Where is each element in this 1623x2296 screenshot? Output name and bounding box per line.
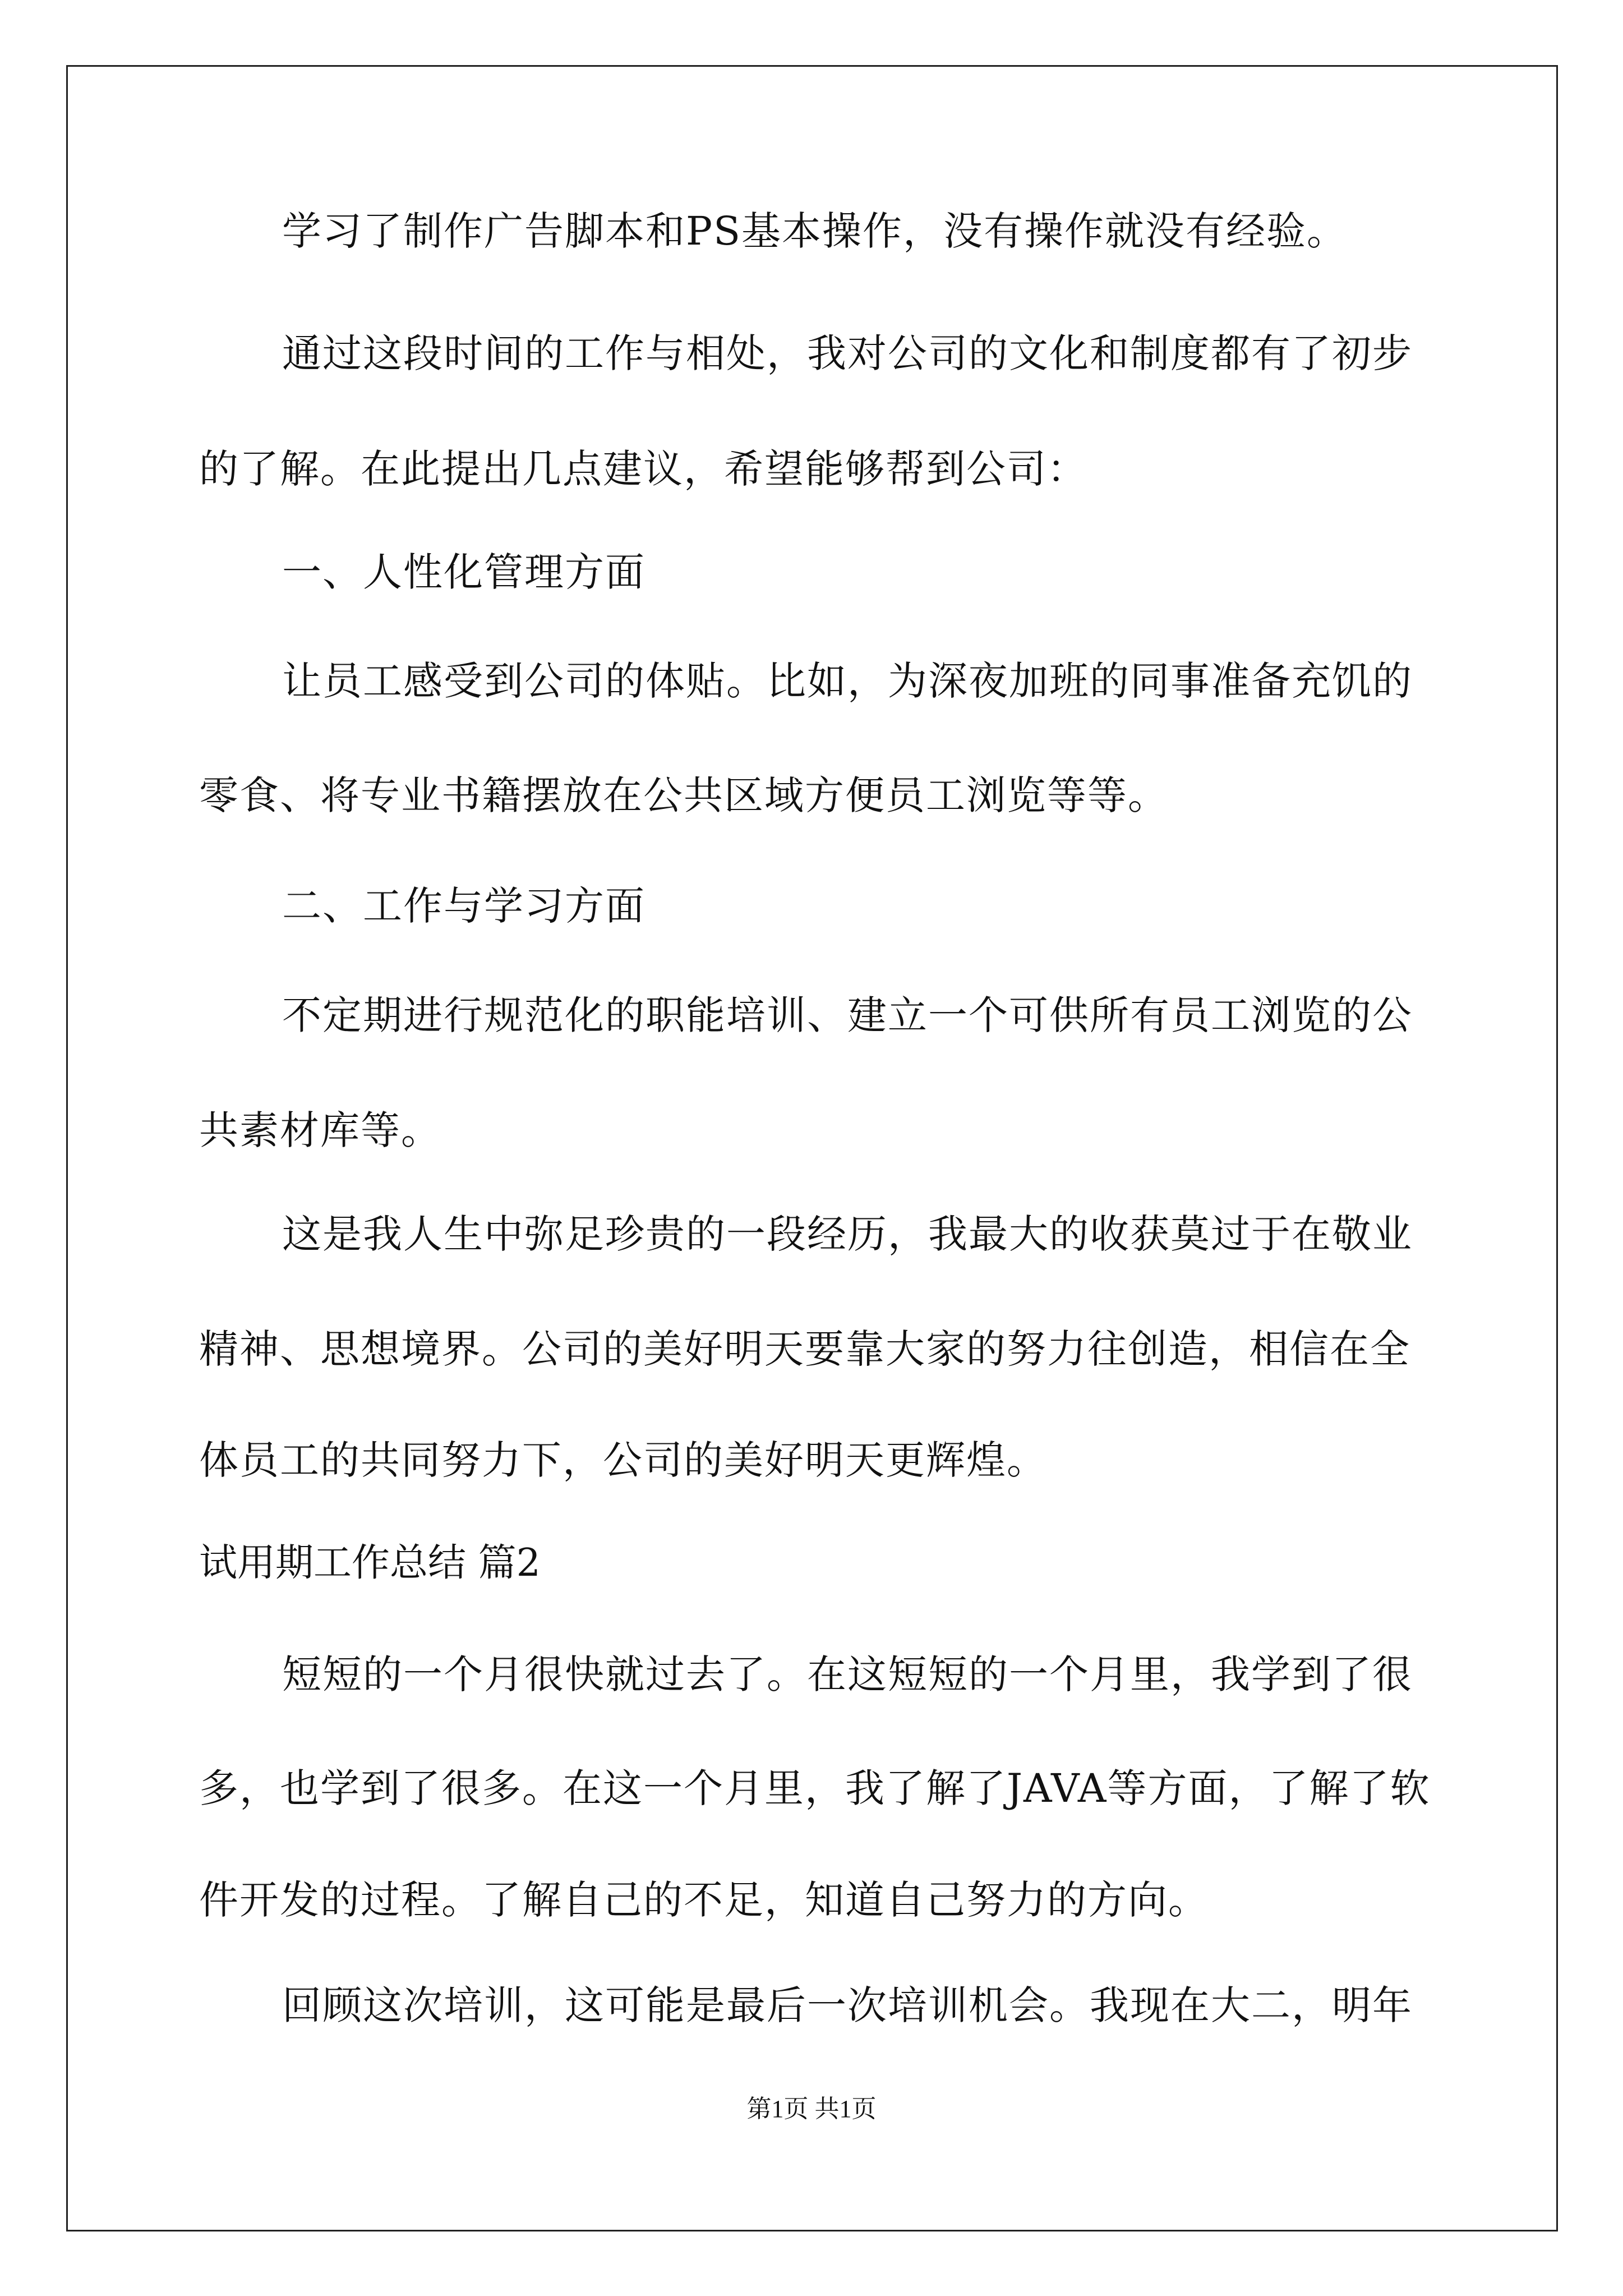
paragraph-line: 的了解。在此提出几点建议，希望能够帮到公司：	[199, 446, 1087, 492]
paragraph-line: 回顾这次培训，这可能是最后一次培训机会。我现在大二，明年	[282, 1982, 1413, 2028]
paragraph-line: 体员工的共同努力下，公司的美好明天更辉煌。	[199, 1437, 1047, 1483]
paragraph-line: 短短的一个月很快就过去了。在这短短的一个月里，我学到了很	[282, 1651, 1413, 1697]
paragraph-line: 共素材库等。	[199, 1107, 441, 1153]
paragraph-line: 精神、思想境界。公司的美好明天要靠大家的努力往创造，相信在全	[199, 1326, 1410, 1372]
article-title: 试用期工作总结 篇2	[199, 1541, 541, 1585]
paragraph-line: 这是我人生中弥足珍贵的一段经历，我最大的收获莫过于在敬业	[282, 1211, 1413, 1257]
page-number: 第1页 共1页	[746, 2095, 877, 2123]
section-heading: 二、工作与学习方面	[282, 883, 645, 929]
paragraph-line: 零食、将专业书籍摆放在公共区域方便员工浏览等等。	[199, 772, 1168, 818]
paragraph-line: 不定期进行规范化的职能培训、建立一个可供所有员工浏览的公	[282, 992, 1413, 1038]
paragraph-line: 件开发的过程。了解自己的不足，知道自己努力的方向。	[199, 1877, 1209, 1923]
paragraph-line: 通过这段时间的工作与相处，我对公司的文化和制度都有了初步	[282, 330, 1413, 376]
paragraph-line: 让员工感受到公司的体贴。比如，为深夜加班的同事准备充饥的	[282, 658, 1413, 704]
paragraph-line: 多，也学到了很多。在这一个月里，我了解了JAVA等方面，了解了软	[199, 1765, 1431, 1811]
paragraph-line: 学习了制作广告脚本和PS基本操作，没有操作就没有经验。	[282, 208, 1348, 254]
section-heading: 一、人性化管理方面	[282, 549, 645, 595]
